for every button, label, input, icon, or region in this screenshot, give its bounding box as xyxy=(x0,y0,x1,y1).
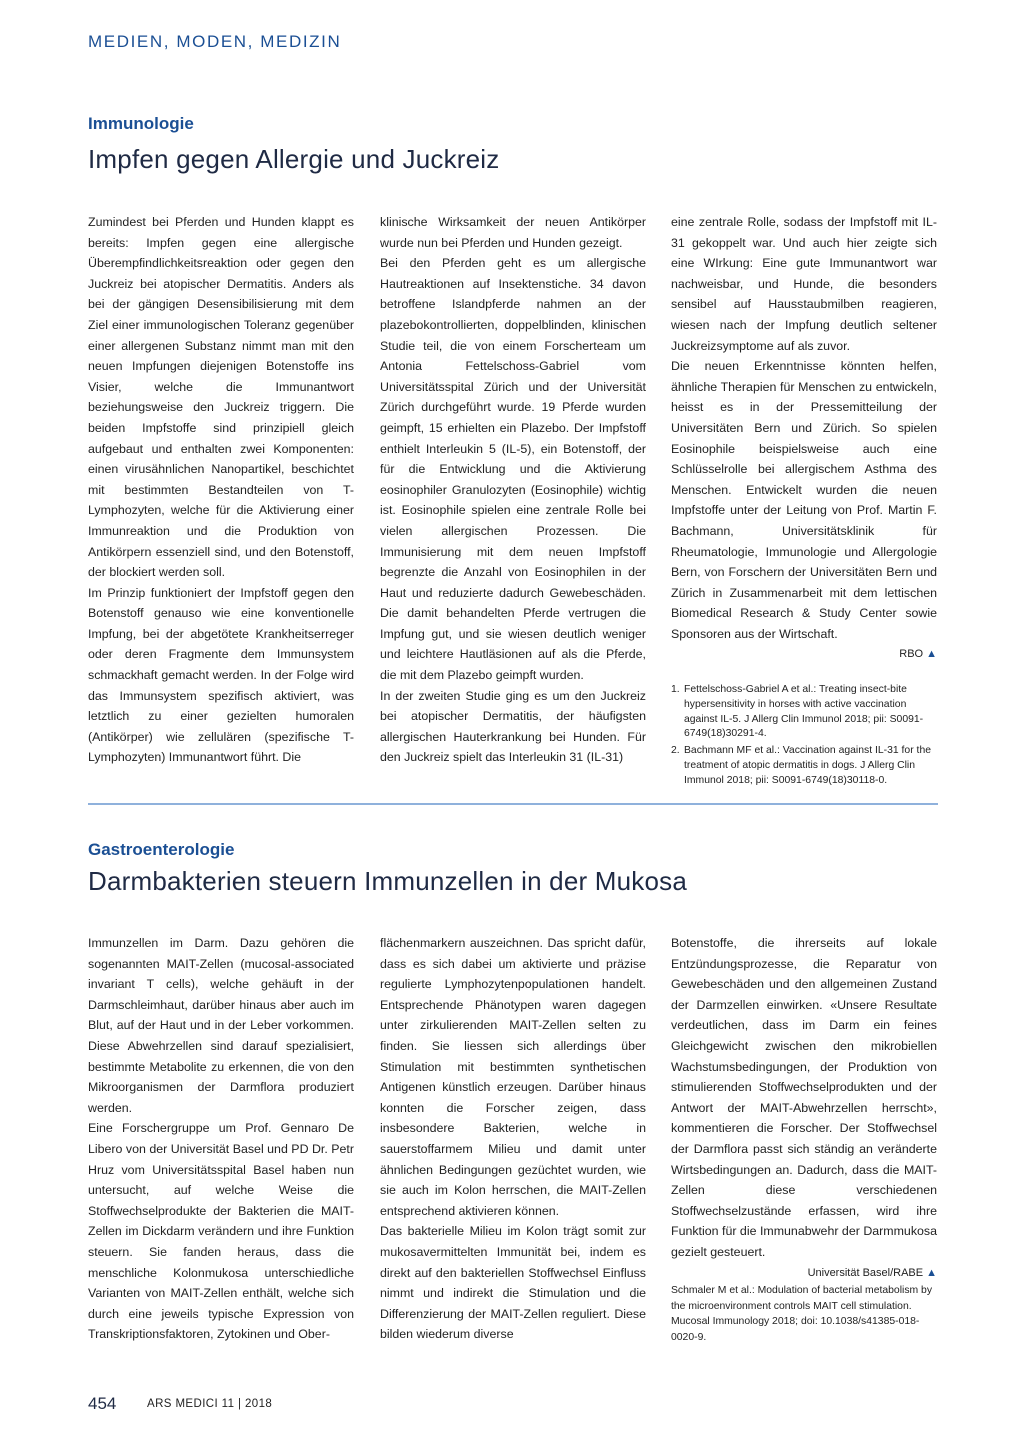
section-divider xyxy=(88,803,938,805)
paragraph: klinische Wirksamkeit der neuen Antikörper wurde nun bei Pferden und Hunden gezeigt. xyxy=(380,215,646,250)
article-1-references xyxy=(671,683,937,789)
signature-text: RBO xyxy=(899,648,924,661)
journal-issue: ARS MEDICI 11 | 2018 xyxy=(147,1398,273,1410)
article-2-column-1 xyxy=(88,933,354,1345)
article-1-title: Impfen gegen Allergie und Juckreiz xyxy=(88,144,500,174)
paragraph: eine zentrale Rolle, sodass der Impfstoff mit IL-31 gekoppelt war. Und auch hier zeigte sich eine WIrkung: Eine gute Immunantwort war nachweisbar, und Hunde, die besonders sensibel auf Hausstaubmilben reagieren, wiesen nach der Impfung deutlich seltener Juckreizsymptome auf als zuvor. xyxy=(671,215,937,353)
reference-item xyxy=(671,683,937,742)
paragraph: Immunzellen im Darm. Dazu gehören die sogenannten MAIT-Zellen (mucosal-associated invariant T cells), welche gehäuft in der Darmschleimhaut, darüber hinaus aber auch im Blut, auf der Haut und in der Leber vorkommen. Diese Abwehrzellen sind darauf spezialisiert, bestimmte Metabolite zu erkennen, die von den Mikroorganismen der Darmflora produziert werden. xyxy=(88,936,354,1115)
article-1-column-3 xyxy=(671,212,937,791)
paragraph: Das bakterielle Milieu im Kolon trägt somit zur mukosavermittelten Immunität bei, indem es direkt auf den bakteriellen Stoffwechsel Einfluss nimmt und indirekt die Stimulation und die Differenzierung der MAIT-Zellen reguliert. Diese bilden wiederum diverse xyxy=(380,1224,646,1342)
article-2-column-3 xyxy=(671,933,937,1345)
signature-text: Universität Basel/RABE xyxy=(807,1266,924,1279)
reference-text: Bachmann MF et al.: Vaccination against IL-31 for the treatment of atopic dermatitis in dogs. J Allerg Clin Immunol 2018; pii: S0091-6749(18)30118-0. xyxy=(684,745,932,786)
paragraph: Botenstoffe, die ihrerseits auf lokale Entzündungsprozesse, die Reparatur von Gewebeschäden und den allgemeinen Zustand der Darmzellen einwirken. «Unsere Resultate verdeutlichen, dass im Darm ein feines Gleichgewicht zwischen den mikrobiellen Wachstumsbedingungen, der Produktion von stimulierenden Stoffwechselprodukten und der Antwort der MAIT-Abwehrzellen herrscht», kommentieren die Forscher. Der Stoffwechsel der Darmflora passt sich ständig an veränderte Wirtsbedingungen an. Dadurch, dass die MAIT-Zellen diese verschiedenen Stoffwechselzustände erfassen, wird ihre Funktion für die Immunabwehr der Darmmukosa gezielt gesteuert. xyxy=(671,936,937,1259)
paragraph: Eine Forschergruppe um Prof. Gennaro De Libero von der Universität Basel und PD Dr. Petr Hruz vom Universitätsspital Basel haben nun untersucht, auf welche Weise die Stoffwechselprodukte der Bakterien die MAIT-Zellen im Dickdarm verändern und ihre Funktion steuern. Sie fanden heraus, dass die menschliche Kolonmukosa unterschiedliche Varianten von MAIT-Zellen enthält, welche sich durch eine jeweils typische Expression von Transkriptionsfaktoren, Zytokinen und Ober- xyxy=(88,1121,354,1342)
section-header: MEDIEN, MODEN, MEDIZIN xyxy=(88,32,342,51)
reference-item xyxy=(671,744,937,788)
article-2-signature xyxy=(671,1263,937,1284)
reference-text: Fettelschoss-Gabriel A et al.: Treating insect-bite hypersensitivity in horses with active vaccination against IL-5. J Allerg Clin Immunol 2018; pii: S0091-6749(18)30291-4. xyxy=(684,684,924,740)
paragraph: Die neuen Erkenntnisse könnten helfen, ähnliche Therapien für Menschen zu entwickeln, heisst es in der Pressemitteilung der Universitäten Bern und Zürich. So spielen Eosinophile beispielsweise auch eine Schlüsselrolle bei allergischem Asthma des Menschen. Entwickelt wurden die neuen Impfstoffe unter der Leitung von Prof. Martin F. Bachmann, Universitätsklinik für Rheumatologie, Immunologie und Allergologie Bern, von Forschern der Universitäten Bern und Zürich in Zusammenarbeit mit dem lettischen Biomedical Research & Study Center sowie Sponsoren aus der Wirtschaft. xyxy=(671,359,937,641)
article-1-kicker: Immunologie xyxy=(88,114,194,133)
article-1-column-2 xyxy=(380,212,646,768)
article-2-column-2 xyxy=(380,933,646,1345)
article-2-reference: Schmaler M et al.: Modulation of bacterial metabolism by the microenvironment controls MAIT cell stimulation. Mucosal Immunology 2018; doi: 10.1038/s41385-018-0020-9. xyxy=(671,1285,933,1343)
paragraph: Zumindest bei Pferden und Hunden klappt es bereits: Impfen gegen eine allergische Überempfindlichkeitsreaktion oder gegen den Juckreiz bei atopischer Dermatitis. Anders als bei der gängigen Desensibilisierung mit dem Ziel einer immunologischen Toleranz gegenüber einer allergenen Substanz nimmt man mit den neuen Impfungen diejenigen Botenstoffe ins Visier, welche die Immunantwort beziehungsweise den Juckreiz triggern. Die beiden Impfstoffe sind prinzipiell gleich aufgebaut und enthalten zwei Komponenten: einen virusähnlichen Nanopartikel, beschichtet mit bestimmten Bestandteilen von T-Lymphozyten, welche für die Aktivierung einer Immunreaktion und die Produktion von Antikörpern essenziell sind, und den Botenstoff, der blockiert werden soll. xyxy=(88,215,354,580)
article-2-kicker: Gastroenterologie xyxy=(88,840,235,859)
reference-number: 1. xyxy=(671,684,680,696)
paragraph: Bei den Pferden geht es um allergische Hautreaktionen auf Insektenstiche. 34 davon betroffene Islandpferde nahmen an der plazebokontrollierten, doppelblinden, klinischen Studie teil, die von einem Forscherteam um Antonia Fettelschoss-Gabriel vom Universitätsspital Zürich und der Universität Zürich durchgeführt wurde. 19 Pferde wurden geimpft, 15 erhielten ein Plazebo. Der Impfstoff enthielt Interleukin 5 (IL-5), ein Botenstoff, der für die Entwicklung und die Aktivierung eosinophiler Granulozyten (Eosinophile) wichtig ist. Eosinophile spielen eine zentrale Rolle bei vielen allergischen Prozessen. Die Immunisierung mit dem neuen Impfstoff begrenzte die Anzahl von Eosinophilen in der Haut und reduzierte dadurch Gewebeschäden. Die damit behandelten Pferde vertrugen die Impfung gut, und sie wiesen deutlich weniger und leichtere Hautläsionen auf als die Pferde, die mit dem Plazebo geimpft wurden. xyxy=(380,256,646,683)
end-triangle-icon: ▲ xyxy=(926,648,937,661)
paragraph: Im Prinzip funktioniert der Impfstoff gegen den Botenstoff genauso wie eine konventionelle Impfung, bei der abgetötete Krankheitserreger oder deren Fragmente dem Immunsystem schmackhaft gemacht werden. In der Folge wird das Immunsystem spezifisch aktiviert, was letztlich zu einer gezielten humoralen (Antikörper) wie zellulären (spezifische T-Lymphozyten) Immunantwort führt. Die xyxy=(88,585,354,765)
reference-number: 2. xyxy=(671,745,680,757)
paragraph: In der zweiten Studie ging es um den Juckreiz bei atopischer Dermatitis, der häufigsten allergischen Hauterkrankung bei Hunden. Für den Juckreiz spielt das Interleukin 31 (IL-31) xyxy=(380,688,646,765)
article-1-signature xyxy=(671,644,937,665)
page-number: 454 xyxy=(88,1394,117,1413)
article-1-column-1 xyxy=(88,212,354,768)
end-triangle-icon: ▲ xyxy=(926,1266,937,1279)
paragraph: flächenmarkern auszeichnen. Das spricht dafür, dass es sich dabei um aktivierte und präzise regulierte Lymphozytenpopulationen handelt. Entsprechende Phänotypen waren dagegen unter zirkulierenden MAIT-Zellen selten zu finden. Sie liessen sich allerdings über Stimulation mit bestimmten synthetischen Antigenen künstlich erzeugen. Darüber hinaus konnten die Forscher zeigen, dass insbesondere Bakterien, welche in sauerstoffarmem Milieu und damit unter ähnlichen Bedingungen gezüchtet wurden, wie sie auch im Kolon herrschen, die MAIT-Zellen entsprechend aktivieren können. xyxy=(380,936,646,1218)
article-2-title: Darmbakterien steuern Immunzellen in der Mukosa xyxy=(88,866,687,896)
